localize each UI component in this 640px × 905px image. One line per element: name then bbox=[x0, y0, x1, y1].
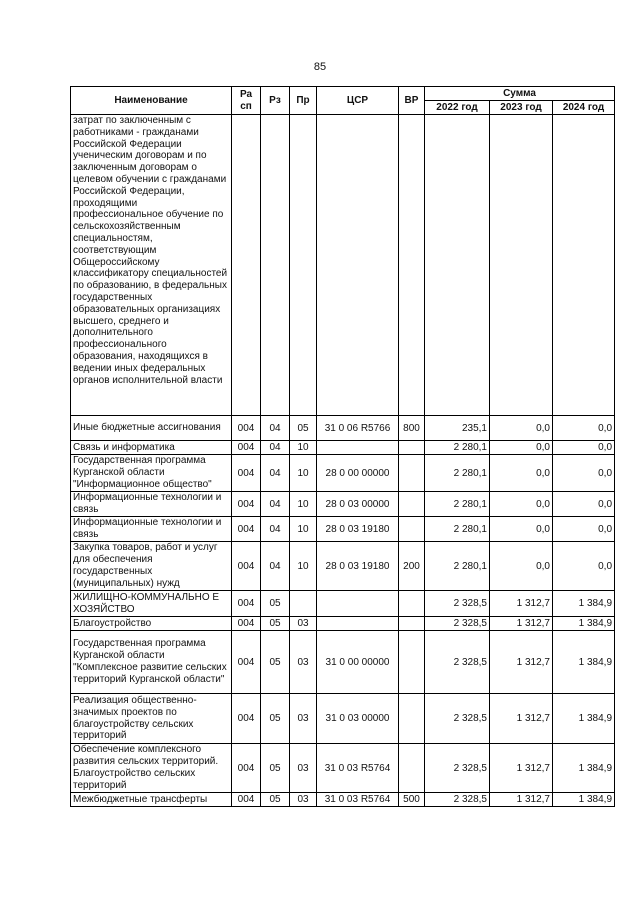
cell-vr: 200 bbox=[399, 542, 425, 591]
cell-name: Закупка товаров, работ и услуг для обеспечения государственных (муниципальных) нужд bbox=[71, 542, 232, 591]
header-sum: Сумма bbox=[425, 87, 615, 101]
table-row bbox=[71, 441, 615, 455]
cell-y2023: 1 312,7 bbox=[490, 793, 553, 807]
cell-name: Межбюджетные трансферты bbox=[71, 793, 232, 807]
cell-csr: 31 0 06 R5766 bbox=[317, 416, 399, 441]
table-row bbox=[71, 542, 615, 591]
cell-rz: 05 bbox=[261, 694, 290, 744]
cell-y2024: 1 384,9 bbox=[553, 631, 615, 694]
cell-vr bbox=[399, 744, 425, 793]
cell-vr: 500 bbox=[399, 793, 425, 807]
cell-rz: 05 bbox=[261, 631, 290, 694]
cell-csr: 31 0 03 00000 bbox=[317, 694, 399, 744]
cell-y2022: 2 328,5 bbox=[425, 631, 490, 694]
cell-y2022 bbox=[425, 115, 490, 416]
cell-name: Благоустройство bbox=[71, 617, 232, 631]
cell-y2022: 2 328,5 bbox=[425, 591, 490, 617]
table-row bbox=[71, 591, 615, 617]
header-pr: Пр bbox=[290, 87, 317, 115]
cell-rasp: 004 bbox=[232, 744, 261, 793]
cell-rz: 05 bbox=[261, 617, 290, 631]
cell-pr: 10 bbox=[290, 492, 317, 517]
cell-y2024: 1 384,9 bbox=[553, 617, 615, 631]
cell-vr bbox=[399, 694, 425, 744]
cell-y2022: 2 280,1 bbox=[425, 441, 490, 455]
cell-name: Реализация общественно-значимых проектов по благоустройству сельских территорий bbox=[71, 694, 232, 744]
cell-pr: 10 bbox=[290, 542, 317, 591]
cell-rz: 04 bbox=[261, 416, 290, 441]
cell-y2024: 0,0 bbox=[553, 542, 615, 591]
cell-csr bbox=[317, 617, 399, 631]
header-rasp: Ра сп bbox=[232, 87, 261, 115]
cell-y2024: 0,0 bbox=[553, 455, 615, 492]
cell-rasp: 004 bbox=[232, 542, 261, 591]
cell-name: Государственная программа Курганской области "Информационное общество" bbox=[71, 455, 232, 492]
header-year-2024: 2024 год bbox=[553, 101, 615, 115]
cell-pr: 03 bbox=[290, 631, 317, 694]
cell-pr: 03 bbox=[290, 744, 317, 793]
cell-rasp: 004 bbox=[232, 631, 261, 694]
cell-y2024: 1 384,9 bbox=[553, 591, 615, 617]
cell-y2023: 1 312,7 bbox=[490, 591, 553, 617]
cell-y2023: 1 312,7 bbox=[490, 617, 553, 631]
table-row bbox=[71, 455, 615, 492]
cell-y2024: 0,0 bbox=[553, 517, 615, 542]
cell-rz: 04 bbox=[261, 517, 290, 542]
cell-rasp bbox=[232, 115, 261, 416]
cell-name: Государственная программа Курганской области "Комплексное развитие сельских территорий Курганской области" bbox=[71, 631, 232, 694]
cell-rasp: 004 bbox=[232, 492, 261, 517]
cell-pr: 03 bbox=[290, 617, 317, 631]
cell-rz: 05 bbox=[261, 793, 290, 807]
table-row bbox=[71, 793, 615, 807]
cell-rasp: 004 bbox=[232, 694, 261, 744]
cell-y2022: 2 280,1 bbox=[425, 492, 490, 517]
cell-pr: 10 bbox=[290, 441, 317, 455]
cell-rasp: 004 bbox=[232, 416, 261, 441]
table-row bbox=[71, 416, 615, 441]
cell-y2023: 1 312,7 bbox=[490, 744, 553, 793]
cell-y2022: 2 328,5 bbox=[425, 694, 490, 744]
cell-y2024: 0,0 bbox=[553, 441, 615, 455]
cell-y2024: 0,0 bbox=[553, 416, 615, 441]
cell-rasp: 004 bbox=[232, 517, 261, 542]
cell-vr bbox=[399, 115, 425, 416]
budget-table bbox=[70, 86, 615, 807]
table-row bbox=[71, 694, 615, 744]
header-vr: ВР bbox=[399, 87, 425, 115]
cell-csr: 28 0 00 00000 bbox=[317, 455, 399, 492]
cell-y2022: 2 280,1 bbox=[425, 517, 490, 542]
cell-vr bbox=[399, 591, 425, 617]
cell-rz: 04 bbox=[261, 492, 290, 517]
cell-y2022: 2 280,1 bbox=[425, 542, 490, 591]
header-year-2023: 2023 год bbox=[490, 101, 553, 115]
cell-y2022: 2 328,5 bbox=[425, 793, 490, 807]
cell-vr bbox=[399, 455, 425, 492]
cell-name: ЖИЛИЩНО-КОММУНАЛЬНО Е ХОЗЯЙСТВО bbox=[71, 591, 232, 617]
cell-y2023: 0,0 bbox=[490, 441, 553, 455]
header-name: Наименование bbox=[71, 87, 232, 115]
page-number: 85 bbox=[313, 61, 327, 73]
table-row bbox=[71, 617, 615, 631]
cell-name: затрат по заключенным с работниками - гражданами Российской Федерации ученическим договорам и по заключенным договорам о целевом обучении с гражданами Российской Федерации, проходящими профессиональное обучение по сельскохозяйственным специальностям, соответствующим Общероссийскому классификатору специальностей по образованию, в федеральных государственных образовательных организациях высшего, среднего и дополнительного профессионального образования, находящихся в ведении иных федеральных органов исполнительной власти bbox=[71, 115, 232, 416]
cell-csr bbox=[317, 441, 399, 455]
cell-name: Обеспечение комплексного развития сельских территорий. Благоустройство сельских территорий bbox=[71, 744, 232, 793]
cell-csr: 31 0 03 R5764 bbox=[317, 744, 399, 793]
cell-pr: 03 bbox=[290, 694, 317, 744]
cell-y2023 bbox=[490, 115, 553, 416]
cell-rz: 04 bbox=[261, 441, 290, 455]
cell-vr bbox=[399, 517, 425, 542]
cell-y2024: 0,0 bbox=[553, 492, 615, 517]
cell-vr: 800 bbox=[399, 416, 425, 441]
cell-vr bbox=[399, 492, 425, 517]
cell-y2024: 1 384,9 bbox=[553, 694, 615, 744]
cell-pr: 03 bbox=[290, 793, 317, 807]
header-csr: ЦСР bbox=[317, 87, 399, 115]
cell-rz: 04 bbox=[261, 542, 290, 591]
table-row bbox=[71, 744, 615, 793]
cell-csr: 28 0 03 19180 bbox=[317, 517, 399, 542]
cell-pr bbox=[290, 115, 317, 416]
cell-y2023: 1 312,7 bbox=[490, 631, 553, 694]
cell-name: Информационные технологии и связь bbox=[71, 517, 232, 542]
cell-rasp: 004 bbox=[232, 591, 261, 617]
cell-y2023: 1 312,7 bbox=[490, 694, 553, 744]
cell-vr bbox=[399, 617, 425, 631]
cell-csr bbox=[317, 115, 399, 416]
cell-y2022: 2 280,1 bbox=[425, 455, 490, 492]
cell-name: Информационные технологии и связь bbox=[71, 492, 232, 517]
cell-vr bbox=[399, 631, 425, 694]
cell-pr: 10 bbox=[290, 517, 317, 542]
cell-rz: 05 bbox=[261, 591, 290, 617]
cell-pr: 10 bbox=[290, 455, 317, 492]
cell-csr: 31 0 03 R5764 bbox=[317, 793, 399, 807]
cell-csr: 31 0 00 00000 bbox=[317, 631, 399, 694]
cell-rasp: 004 bbox=[232, 455, 261, 492]
cell-y2023: 0,0 bbox=[490, 492, 553, 517]
cell-y2023: 0,0 bbox=[490, 455, 553, 492]
header-year-2022: 2022 год bbox=[425, 101, 490, 115]
cell-y2022: 235,1 bbox=[425, 416, 490, 441]
cell-name: Связь и информатика bbox=[71, 441, 232, 455]
cell-csr: 28 0 03 19180 bbox=[317, 542, 399, 591]
cell-y2024: 1 384,9 bbox=[553, 744, 615, 793]
cell-y2023: 0,0 bbox=[490, 542, 553, 591]
cell-rasp: 004 bbox=[232, 441, 261, 455]
table-row bbox=[71, 631, 615, 694]
cell-pr: 05 bbox=[290, 416, 317, 441]
cell-y2024 bbox=[553, 115, 615, 416]
cell-y2023: 0,0 bbox=[490, 416, 553, 441]
cell-csr: 28 0 03 00000 bbox=[317, 492, 399, 517]
cell-pr bbox=[290, 591, 317, 617]
cell-vr bbox=[399, 441, 425, 455]
cell-y2023: 0,0 bbox=[490, 517, 553, 542]
cell-rz: 04 bbox=[261, 455, 290, 492]
cell-rasp: 004 bbox=[232, 617, 261, 631]
header-row bbox=[71, 87, 615, 101]
table-row bbox=[71, 517, 615, 542]
cell-y2024: 1 384,9 bbox=[553, 793, 615, 807]
cell-csr bbox=[317, 591, 399, 617]
cell-rasp: 004 bbox=[232, 793, 261, 807]
cell-y2022: 2 328,5 bbox=[425, 617, 490, 631]
cell-rz: 05 bbox=[261, 744, 290, 793]
header-rz: Рз bbox=[261, 87, 290, 115]
table-row bbox=[71, 115, 615, 416]
table-row bbox=[71, 492, 615, 517]
cell-rz bbox=[261, 115, 290, 416]
cell-name: Иные бюджетные ассигнования bbox=[71, 416, 232, 441]
cell-y2022: 2 328,5 bbox=[425, 744, 490, 793]
